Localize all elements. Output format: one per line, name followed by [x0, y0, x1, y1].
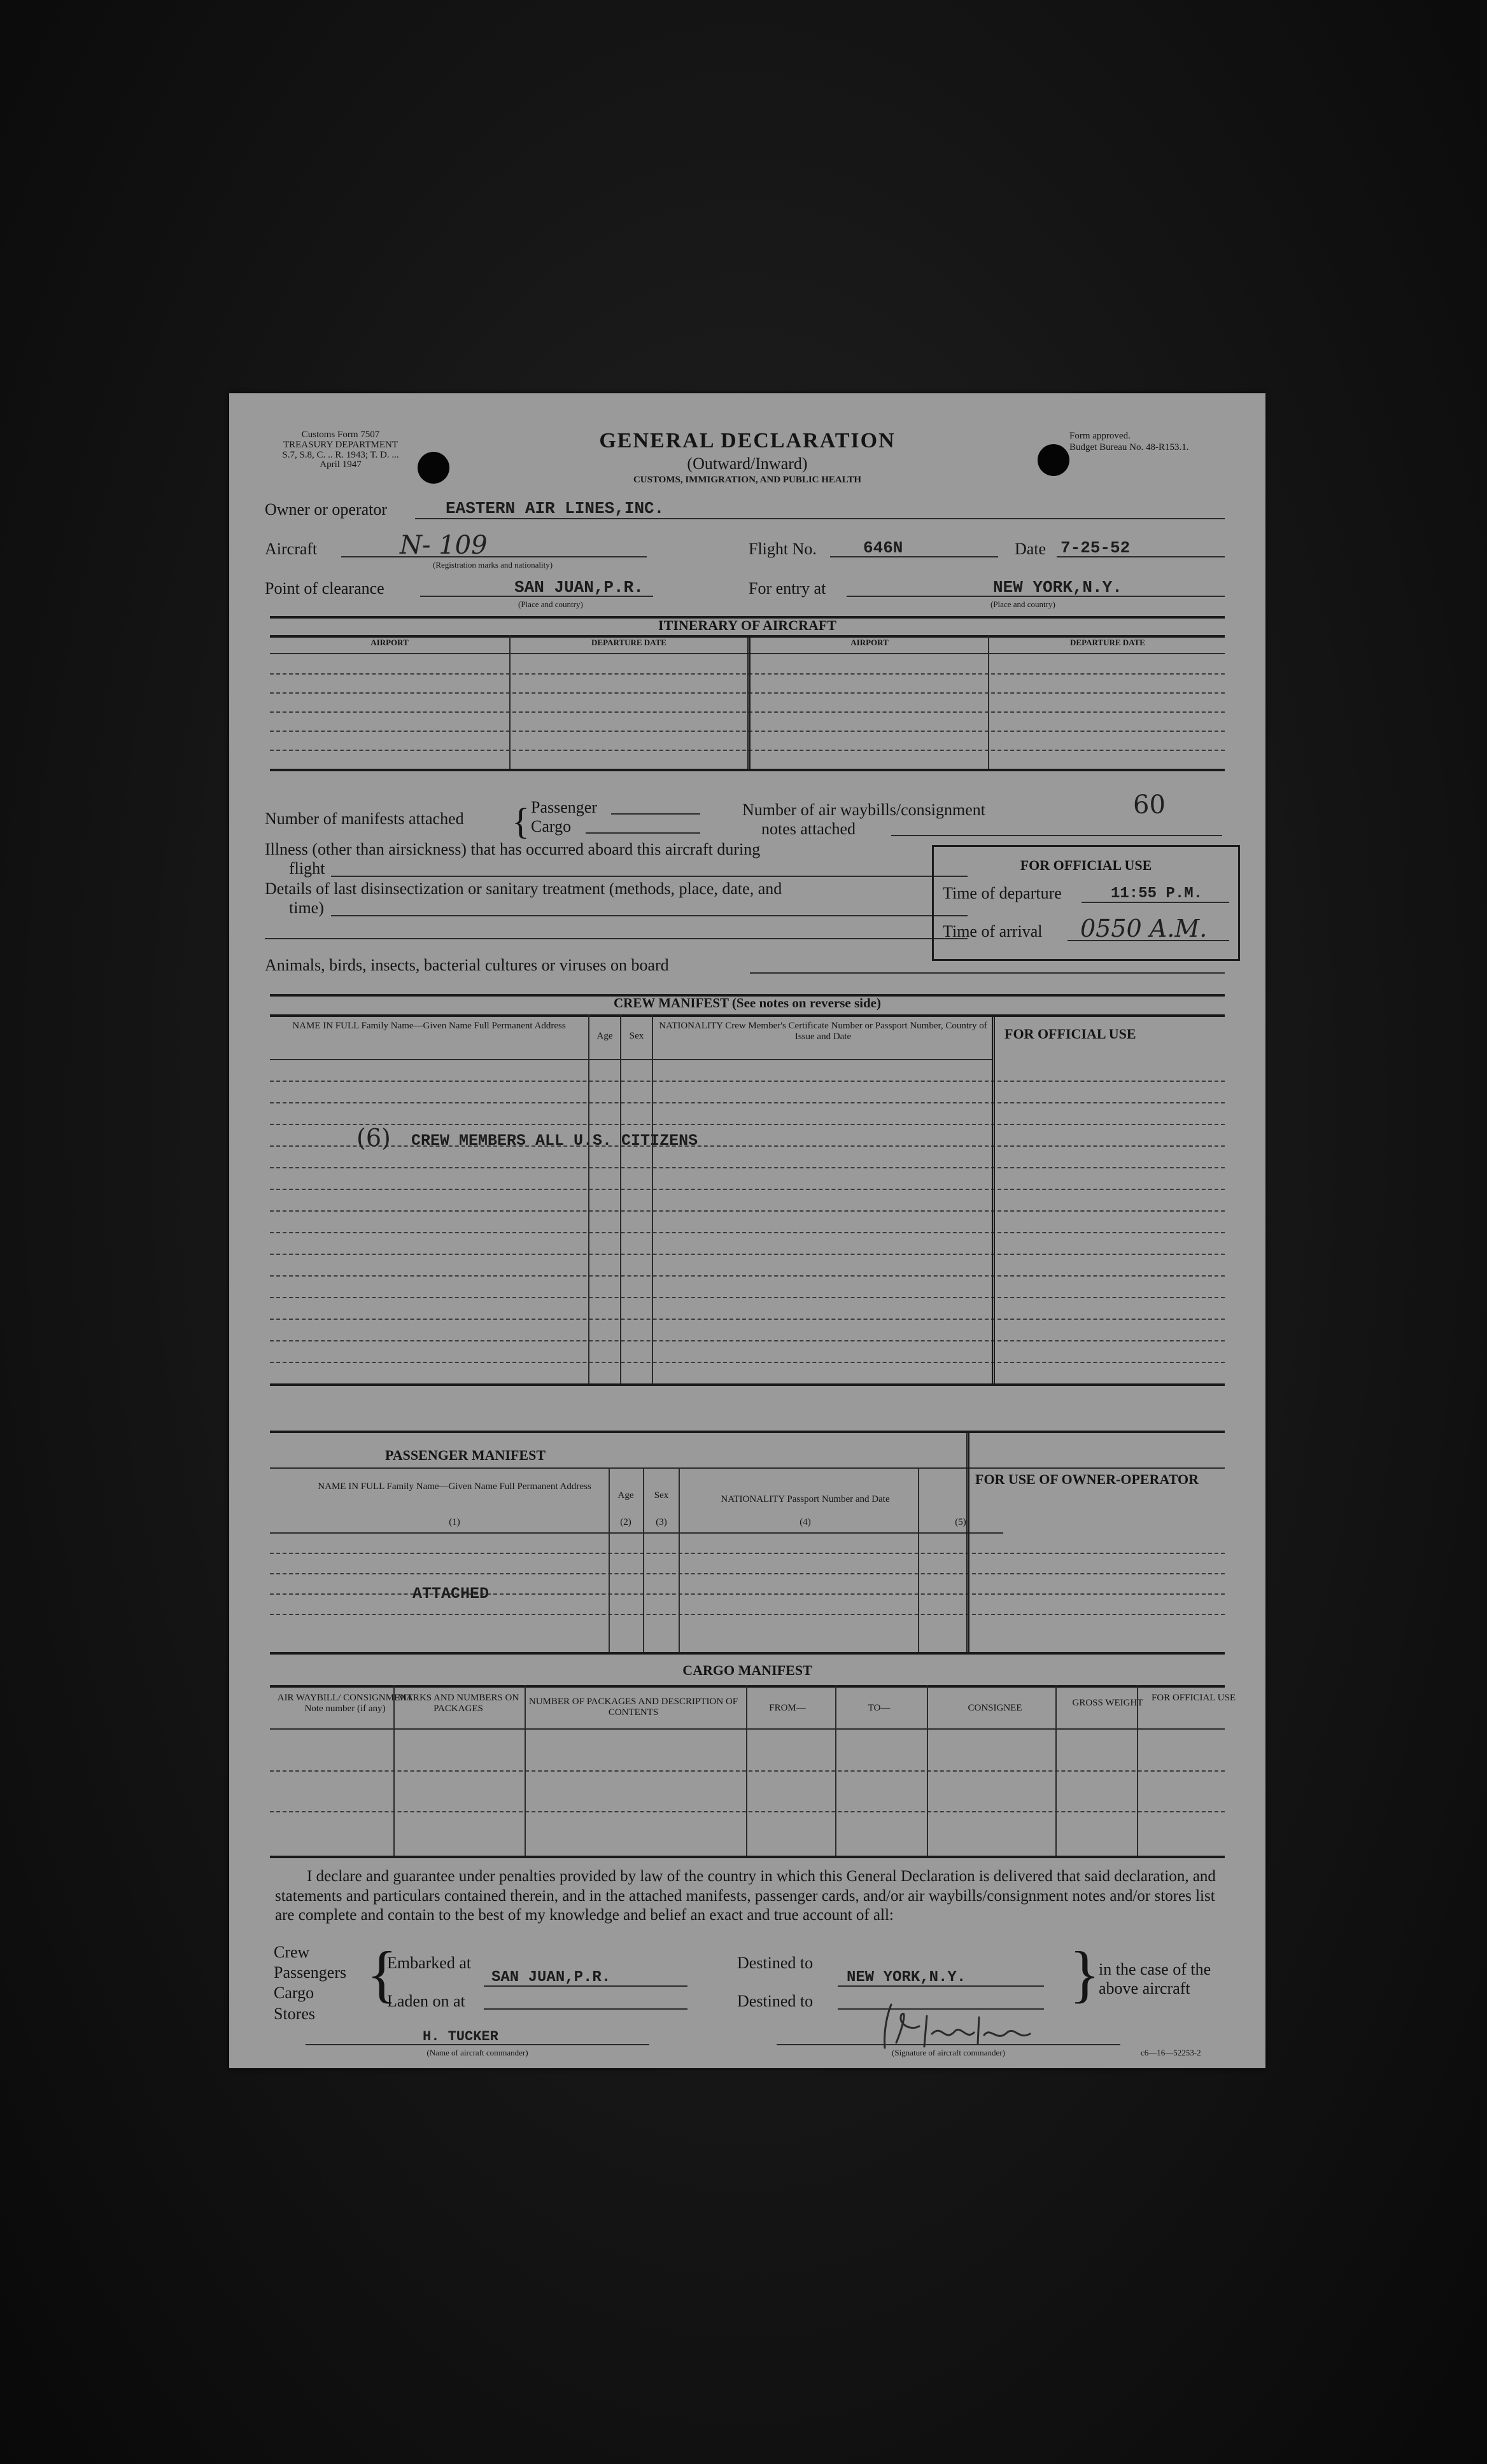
commander-name: H. TUCKER — [423, 2029, 498, 2045]
passenger-manifest-title: PASSENGER MANIFEST — [384, 1447, 546, 1463]
crew-col-age: Age — [596, 1031, 613, 1041]
illness-label-2: flight — [289, 859, 325, 878]
declaration-item-stores: Stores — [274, 2004, 315, 2023]
budget-bureau-number: Budget Bureau No. 48-R153.1. — [1069, 442, 1189, 452]
passenger-col-name-num: (1) — [449, 1517, 460, 1527]
form-subtitle: (Outward/Inward) — [687, 454, 808, 473]
cargo-manifest-title: CARGO MANIFEST — [682, 1662, 812, 1678]
arrival-time-label: Time of arrival — [943, 922, 1043, 941]
itinerary-col-departure-2: DEPARTURE DATE — [1070, 638, 1145, 647]
commander-name-caption: (Name of aircraft commander) — [426, 2048, 528, 2057]
crew-manifest-title: CREW MANIFEST (See notes on reverse side) — [614, 995, 881, 1011]
form-title: GENERAL DECLARATION — [599, 429, 896, 452]
passenger-col-5-num: (5) — [955, 1517, 966, 1527]
itinerary-col-airport: AIRPORT — [370, 638, 409, 647]
passenger-col-sex-num: (3) — [656, 1517, 667, 1527]
clearance-label: Point of clearance — [265, 579, 384, 598]
form-approval — [1069, 430, 1188, 453]
crew-col-name: NAME IN FULL Family Name—Given Name Full Permanent Address — [292, 1021, 566, 1031]
form-agencies: CUSTOMS, IMMIGRATION, AND PUBLIC HEALTH — [633, 475, 862, 485]
cargo-col-contents: NUMBER OF PACKAGES AND DESCRIPTION OF CONTENTS — [528, 1697, 738, 1718]
itinerary-col-departure: DEPARTURE DATE — [591, 638, 666, 647]
official-use-title: FOR OFFICIAL USE — [1020, 857, 1152, 873]
disinfection-label: Details of last disinsectization or sanitary treatment (methods, place, date, and — [265, 879, 782, 898]
declaration-text: I declare and guarantee under penalties provided by law of the country in which this General Declaration is delivered that said declaration, and statements and particulars contained therein, and in the attached manifests, passenger cards, and/or air waybills/consignment notes and/or stores list are complete and contain to the best of my knowledge and belief an exact and true account of all: — [275, 1868, 1216, 1924]
form-id-block — [267, 430, 414, 470]
cargo-col-marks: MARKS AND NUMBERS ON PACKAGES — [397, 1693, 519, 1714]
cargo-col-from: FROM— — [769, 1703, 806, 1713]
cargo-col-weight: GROSS WEIGHT — [1072, 1698, 1143, 1708]
cargo-manifest-count-label: Cargo — [531, 817, 572, 836]
embarked-label: Embarked at — [387, 1954, 472, 1972]
crew-col-nationality: NATIONALITY Crew Member's Certificate Number or Passport Number, Country of Issue and Date — [659, 1021, 987, 1042]
approval-line: Form approved. — [1069, 431, 1131, 441]
destined-label-2: Destined to — [737, 1992, 814, 2010]
aircraft-label: Aircraft — [265, 540, 318, 558]
signature-caption: (Signature of aircraft commander) — [892, 2048, 1005, 2057]
aircraft-caption: (Registration marks and nationality) — [433, 560, 553, 570]
passenger-col-name: NAME IN FULL Family Name—Given Name Full Permanent Address — [318, 1481, 591, 1492]
manifests-count-label: Number of manifests attached — [265, 809, 464, 828]
punch-hole — [418, 452, 449, 484]
passenger-col-nationality: NATIONALITY Passport Number and Date — [721, 1494, 890, 1504]
official-use-box — [932, 845, 1240, 961]
cargo-col-waybill: AIR WAYBILL/ CONSIGNMENT Note number (if any) — [277, 1693, 413, 1714]
waybills-label: Number of air waybills/consignment — [742, 801, 985, 819]
cargo-col-official: FOR OFFICIAL USE — [1152, 1693, 1236, 1703]
entry-caption: (Place and country) — [990, 599, 1055, 609]
clearance-caption: (Place and country) — [518, 599, 583, 609]
owner-label: Owner or operator — [265, 500, 388, 519]
date-value: 7-25-52 — [1061, 538, 1131, 557]
passenger-entry: ATTACHED — [412, 1585, 490, 1603]
passenger-col-owner: FOR USE OF OWNER-OPERATOR — [975, 1471, 1199, 1487]
passenger-col-sex: Sex — [654, 1490, 669, 1501]
destined-label: Destined to — [737, 1954, 814, 1972]
departure-time-label: Time of departure — [943, 884, 1062, 902]
itinerary-col-airport-2: AIRPORT — [850, 638, 889, 647]
declaration-item-passengers: Passengers — [274, 1963, 347, 1982]
passenger-col-nationality-num: (4) — [800, 1517, 811, 1527]
flight-value: 646N — [863, 538, 903, 557]
form-number: Customs Form 7507 — [301, 430, 380, 440]
in-case-label-2: above aircraft — [1099, 1979, 1190, 1998]
crew-entry: CREW MEMBERS ALL U.S. CITIZENS — [411, 1131, 698, 1150]
illness-label: Illness (other than airsickness) that has occurred aboard this aircraft during — [265, 840, 761, 858]
declaration-item-crew: Crew — [274, 1943, 310, 1961]
arrival-time-value: 0550 A.M. — [1080, 914, 1208, 942]
crew-col-official: FOR OFFICIAL USE — [1004, 1026, 1136, 1042]
print-code: c6—16—52253-2 — [1141, 2048, 1201, 2057]
destined-value: NEW YORK,N.Y. — [847, 1969, 966, 1986]
entry-label: For entry at — [749, 579, 826, 598]
aircraft-value: N- 109 — [400, 531, 488, 560]
general-declaration-form: Customs Form 7507 TREASURY DEPARTMENT S.7, S.8, C. .. R. 1943; T. D. ... April 1947 GENERAL DECLARATION (Outward/Inward) CUSTOMS, IMMIGRATION, AND PUBLIC HEALTH Form approved. Budget Bureau No. 48-R153.1. Owner or operator EASTERN AIR LINES,INC. Aircraft N- 109 (Registration marks and nationality) Flight No. 646N Date 7-25-52 Point of clearance SAN JUAN,P.R. (Place and country) For entry at NEW YORK,N.Y. (Place and country) ITINERARY OF AIRCRAFT AIRPORT DEPARTURE DATE AIRPORT DEPARTURE DATE Number of manifests attached { Passenger Cargo Number of air waybills/consignment notes attached 60 Illness (other than airsickness) that has occurred aboard this aircraft during flight Details of last disinsectization or sanitary treatment (methods, place, date, and time) Animals, birds, insects, bacterial cultures or viruses on board FOR OFFICIAL USE Time of departure 11:55 P.M. Time of arrival 0550 A.M. CREW MANIFEST (See notes on reverse side) NAME IN FULL Family Name—Given Name Full Permanent Address Age Sex NATIONALITY Crew Member's Certificate Number or Passport Number, Country of Issue and Date FOR OFFICIAL USE (6) CREW MEMBERS ALL U.S. CITIZENS PASSENGER MANIFEST NAME IN FULL Family Name—Given Name Full Permanent Address (1) Age (2) Sex (3) NATIONALITY Passport Number and Date (4) (5) FOR USE OF OWNER-OPERATOR ATTACHED CARGO MANIFEST AIR WAYBILL/ CONSIGNMENT Note number (if any) MARKS AND NUMBERS ON PACKAGES NUMBER OF PACKAGES AND DESCRIPTION OF CONTENTS FROM— TO— CONSIGNEE GROSS WEIGHT FOR OFFICIAL USE I declare and guarantee under penalties provided by law of the country in which this General Declaration is delivered that said declaration, and statements and particulars contained therein, and in the attached manifests, passenger cards, and/or air waybills/consignment notes and/or stores list are complete and contain to the best of my knowledge and belief an exact and true account of all: Crew Passengers Cargo Stores { Embarked at SAN JUAN,P.R. Laden on at Destined to NEW YORK,N.Y. Destined to } in the case of the above aircraft H. TUCKER (Name of aircraft commander) (Signature of aircraft commander) c6—16—52253-2 — [229, 393, 1265, 2068]
waybills-count: 60 — [1133, 790, 1166, 820]
waybills-label-2: notes attached — [761, 820, 856, 838]
laden-label: Laden on at — [387, 1992, 465, 2010]
in-case-label: in the case of the — [1099, 1960, 1211, 1978]
departure-time-value: 11:55 P.M. — [1111, 885, 1203, 902]
passenger-col-age-num: (2) — [620, 1517, 631, 1527]
flight-label: Flight No. — [749, 540, 817, 558]
entry-value: NEW YORK,N.Y. — [993, 578, 1122, 597]
animals-label: Animals, birds, insects, bacterial cultures or viruses on board — [265, 956, 669, 974]
declaration-items — [274, 1942, 346, 2024]
declaration-item-cargo: Cargo — [274, 1984, 314, 2003]
passenger-manifest-count-label: Passenger — [531, 798, 597, 816]
crew-count: (6) — [356, 1124, 391, 1152]
clearance-value: SAN JUAN,P.R. — [514, 578, 644, 597]
commander-signature — [866, 1998, 1069, 2055]
disinfection-label-2: time) — [289, 899, 324, 917]
cargo-col-to: TO— — [868, 1703, 891, 1713]
itinerary-title: ITINERARY OF AIRCRAFT — [658, 617, 836, 633]
punch-hole — [1038, 444, 1069, 476]
embarked-value: SAN JUAN,P.R. — [491, 1969, 611, 1986]
cargo-col-consignee: CONSIGNEE — [968, 1703, 1022, 1713]
form-department: TREASURY DEPARTMENT — [283, 439, 398, 450]
form-regulation: S.7, S.8, C. .. R. 1943; T. D. ... — [282, 449, 399, 460]
owner-value: EASTERN AIR LINES,INC. — [446, 499, 665, 518]
passenger-col-age: Age — [617, 1490, 634, 1501]
form-edition: April 1947 — [320, 459, 362, 470]
crew-col-sex: Sex — [629, 1031, 644, 1041]
date-label: Date — [1015, 540, 1047, 558]
